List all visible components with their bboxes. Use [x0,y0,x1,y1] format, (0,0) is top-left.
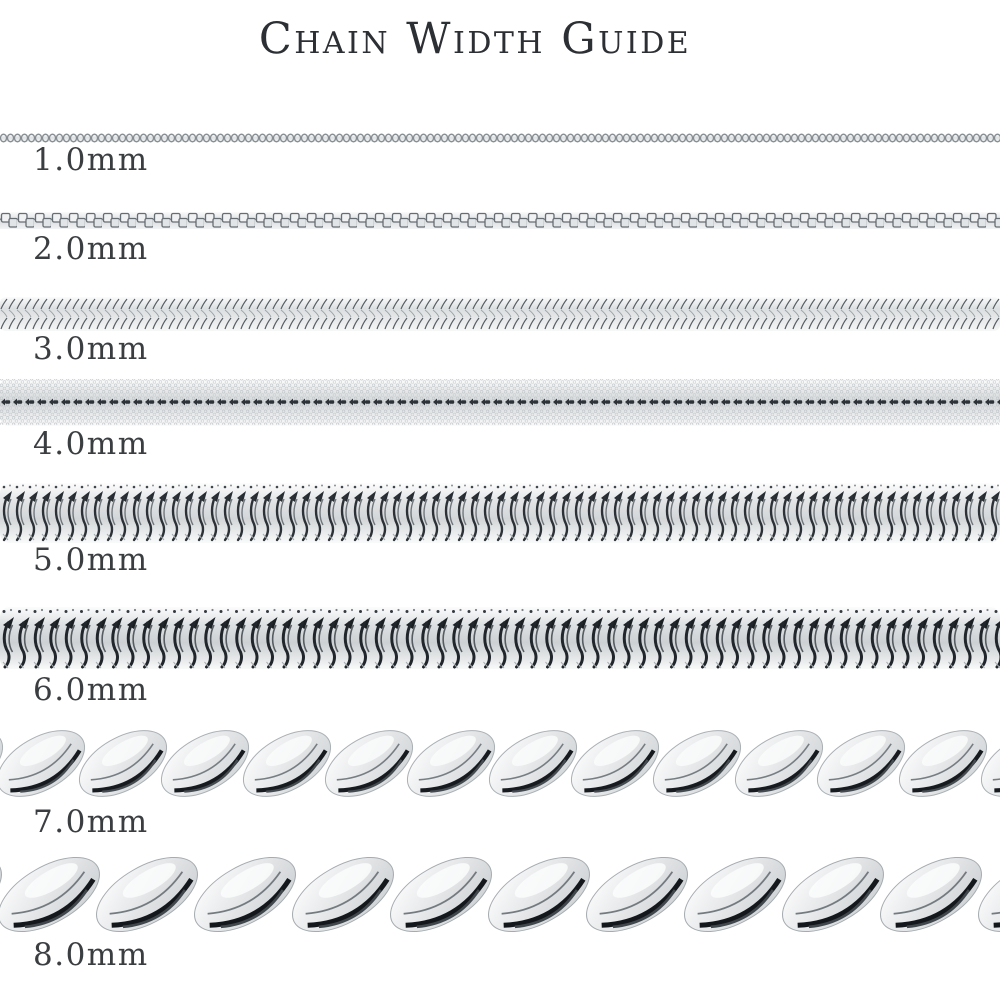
size-label-1mm: 1.0mm [33,142,149,178]
size-label-3mm: 3.0mm [33,331,149,367]
size-label-8mm: 8.0mm [33,937,149,973]
chain-image-6mm-snake [0,606,1000,670]
page-title: Chain Width Guide [258,14,692,64]
size-label-4mm: 4.0mm [33,426,149,462]
chain-image-8mm-rope [0,852,1000,937]
chain-image-5mm-snake [0,482,1000,544]
chain-image-1mm-cable [0,131,1000,145]
chain-image-4mm-snake [0,377,1000,427]
size-label-5mm: 5.0mm [33,542,149,578]
chain-image-7mm-rope [0,722,1000,805]
size-label-7mm: 7.0mm [33,804,149,840]
chain-image-2mm-box [0,210,1000,231]
size-label-6mm: 6.0mm [33,672,149,708]
size-label-2mm: 2.0mm [33,231,149,267]
chain-image-3mm-snake [0,296,1000,332]
